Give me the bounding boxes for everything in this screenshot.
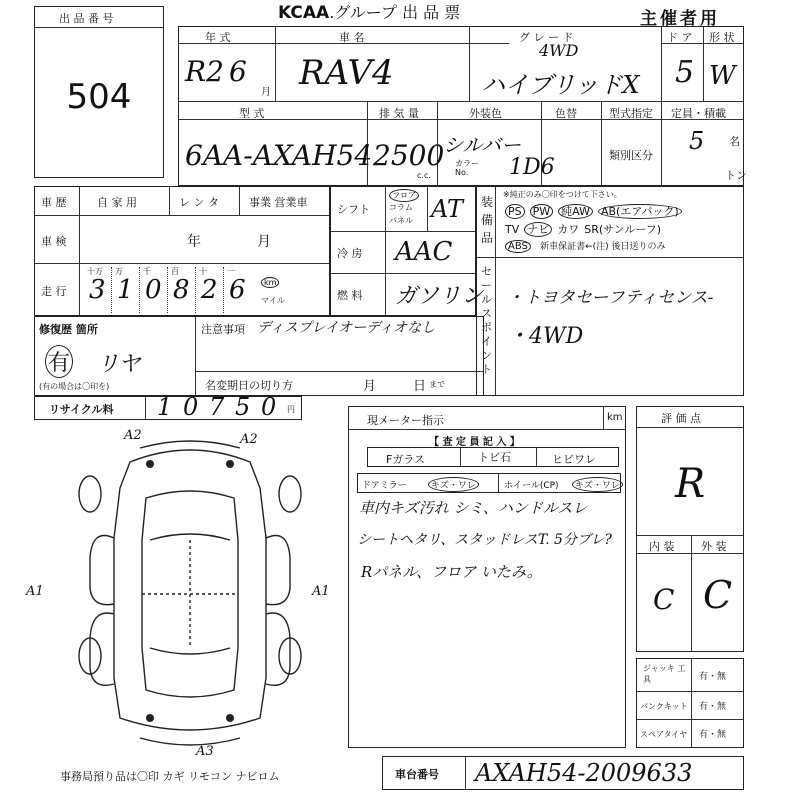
doors: 5 xyxy=(675,55,695,90)
damage-row-2 xyxy=(357,473,621,493)
history-business[interactable]: 事業 営業車 xyxy=(249,196,308,209)
mileage-digit-separator xyxy=(223,267,224,313)
jack-label: ジャッキ 工 具 xyxy=(643,664,686,684)
tools-table xyxy=(636,658,744,748)
recycle-label: リサイクル料 xyxy=(49,403,114,416)
equip-label: 装備品 xyxy=(481,195,494,245)
mileage-digit: 1 xyxy=(117,275,134,305)
rating-score: R xyxy=(675,461,706,507)
puncture-kit-option[interactable]: 有・無 xyxy=(699,702,727,712)
chassis-label: 車台番号 xyxy=(395,768,439,781)
recycle-digit: 0 xyxy=(261,393,277,421)
inspector-comment-1: 車内キズ汚れ シミ、ハンドルスレ xyxy=(359,499,588,517)
recycle-unit: 円 xyxy=(287,405,295,414)
mileage-digit-separator xyxy=(195,267,196,313)
history-private[interactable]: 自 家 用 xyxy=(97,196,137,209)
name-change-day: 日 xyxy=(413,379,427,394)
displacement: 2500 xyxy=(373,139,445,172)
equip-option[interactable]: TV xyxy=(505,223,520,236)
chassis-number: AXAH54-2009633 xyxy=(475,759,693,787)
mileage-digit: 3 xyxy=(89,275,106,305)
equipment-table xyxy=(330,186,484,316)
equip-abs[interactable]: ABS xyxy=(505,240,531,253)
car-damage-diagram xyxy=(70,428,310,764)
vehicle-info-table xyxy=(178,26,747,186)
office-note: 事務局預り品は〇印 カギ リモコン ナビロム xyxy=(60,770,280,783)
damage-mark-rear: A3 xyxy=(196,744,214,759)
load-unit: トン xyxy=(725,169,747,182)
color-label: 外装色 xyxy=(469,107,502,120)
chassis-number-box xyxy=(382,756,744,790)
equip-option[interactable]: PS xyxy=(505,204,525,219)
inspector-label: 【 査 定 員 記 入 】 xyxy=(429,437,520,448)
ac-label: 冷 房 xyxy=(337,247,363,260)
name-change-month: 月 xyxy=(363,379,377,394)
repair-label: 修復歴 箇所 xyxy=(39,323,98,336)
car-name: RAV4 xyxy=(299,53,394,93)
mileage-digit-label: 百 xyxy=(171,267,179,276)
equip-row-2 xyxy=(505,221,666,237)
displacement-unit: c.c. xyxy=(417,171,431,180)
recycle-digit: 5 xyxy=(235,393,251,421)
equip-warranty: 新車保証書←(注) 後日送りのみ xyxy=(540,242,666,252)
grade-label: グ レ ー ド xyxy=(519,31,574,44)
spare-tire-label: スペアタイヤ xyxy=(640,730,688,739)
puncture-kit-label: パンクキット xyxy=(640,702,688,711)
mileage-digit-label: 万 xyxy=(115,267,123,276)
organizer-label: 主催者用 xyxy=(640,9,720,29)
damage-mirror-scratch[interactable]: キズ・ワレ xyxy=(428,477,479,492)
equip-row-1 xyxy=(505,203,687,219)
grade-drive: 4WD xyxy=(539,41,579,60)
recycle-digit: 0 xyxy=(183,393,199,421)
repair-value: 有 xyxy=(45,345,73,378)
sales-point-label: セールスポイント xyxy=(481,265,492,376)
mileage-digit-separator xyxy=(111,267,112,313)
equip-option[interactable]: PW xyxy=(530,204,554,219)
damage-wheel: ホイール(CP) xyxy=(504,481,559,491)
mileage-digit-label: 十 xyxy=(199,267,207,276)
capacity: 5 xyxy=(689,127,705,155)
damage-mark-right-side: A1 xyxy=(312,584,330,599)
meter-label: 現メーター指示 xyxy=(367,414,444,427)
model-label: 型 式 xyxy=(239,107,265,120)
type-designation-label: 型式指定 xyxy=(609,107,653,120)
year-label: 年 式 xyxy=(205,31,231,44)
inspector-comment-2: シートヘタリ、スタッドレスT. 5分ブレ? xyxy=(357,532,612,548)
sales-point-2: ・4WD xyxy=(507,324,584,349)
year-month: 6 xyxy=(229,55,247,88)
caution-label: 注意事項 xyxy=(201,323,245,336)
caution-text: ディスプレイオーディオなし xyxy=(257,320,436,336)
equip-option[interactable]: ナビ xyxy=(524,222,552,237)
inspection-month: 月 xyxy=(257,234,271,250)
interior-grade: C xyxy=(653,583,675,616)
jack-option[interactable]: 有・無 xyxy=(699,672,727,682)
history-table xyxy=(34,186,330,316)
meter-unit: km xyxy=(607,412,623,423)
mileage-digit-label: 十万 xyxy=(87,267,103,276)
mileage-digit-label: 千 xyxy=(143,267,151,276)
doors-label: ド ア xyxy=(667,31,693,44)
mileage-digit: 8 xyxy=(173,275,190,305)
recycle-fee-box xyxy=(34,393,302,421)
rating-label: 評 価 点 xyxy=(661,412,701,425)
repair-note: (有の場合は〇印を) xyxy=(39,382,110,391)
mileage-digit-separator xyxy=(167,267,168,313)
shift-option[interactable]: コラム xyxy=(389,203,413,212)
model: 6AA-AXAH54 xyxy=(185,139,373,172)
color: シルバー xyxy=(443,133,522,157)
form-title xyxy=(278,0,460,23)
damage-mark-front-left: A2 xyxy=(124,428,142,443)
year-month-unit: 月 xyxy=(261,87,271,98)
color-change-label: 色替 xyxy=(555,107,577,120)
capacity-unit: 名 xyxy=(729,135,740,148)
equip-option[interactable]: AB(エアバック) xyxy=(598,204,682,219)
ac: AAC xyxy=(395,237,453,267)
equip-row-3 xyxy=(505,239,666,252)
damage-stone-text: 石 xyxy=(500,451,511,464)
spare-tire-option[interactable]: 有・無 xyxy=(699,730,727,740)
damage-row-1 xyxy=(367,447,619,467)
form-title-text: .グループ 出 品 票 xyxy=(329,3,461,22)
damage-door-mirror: ドアミラー xyxy=(362,481,407,491)
damage-mark-left-side: A1 xyxy=(26,584,44,599)
mileage-digit-separator xyxy=(139,267,140,313)
fuel: ガソリン xyxy=(395,284,484,309)
lot-number-box xyxy=(34,6,164,178)
rating-table xyxy=(636,406,744,652)
recycle-digit: 7 xyxy=(209,393,225,421)
shape: W xyxy=(709,61,736,91)
mileage-label: 走 行 xyxy=(41,285,67,298)
shift: AT xyxy=(431,195,464,223)
damage-chip-text: トビ xyxy=(478,451,500,464)
year-era: R2 xyxy=(185,55,224,88)
lot-number-label: 出 品 番 号 xyxy=(59,12,114,25)
recycle-digit: 1 xyxy=(157,393,173,421)
exterior-label: 外 装 xyxy=(701,540,727,553)
mileage-digit: 2 xyxy=(201,275,218,305)
mileage-digit-label: 一 xyxy=(227,267,235,276)
shift-label: シフト xyxy=(337,203,370,216)
category-label: 類別区分 xyxy=(609,149,653,162)
meter-inspector-table xyxy=(348,406,626,748)
equip-option[interactable]: 純AW xyxy=(558,204,593,219)
exterior-grade: C xyxy=(703,573,733,617)
shift-option[interactable]: パネル xyxy=(389,216,413,225)
repair-caution-table xyxy=(34,316,484,396)
grade: ハイブリッドX xyxy=(481,71,640,99)
damage-mark-front-right: A2 xyxy=(240,432,258,447)
repair-detail: リヤ xyxy=(97,352,141,377)
interior-label: 内 装 xyxy=(649,540,675,553)
damage-chip[interactable] xyxy=(478,449,511,465)
equip-option[interactable]: SR(サンルーフ) xyxy=(584,223,662,236)
lot-number: 504 xyxy=(66,77,132,117)
fuel-label: 燃 料 xyxy=(337,289,363,302)
history-label: 車 歴 xyxy=(41,196,67,209)
damage-crack[interactable]: ヒビワレ xyxy=(552,453,596,466)
damage-fglass: Fガラス xyxy=(386,453,425,466)
history-rental[interactable]: レ ン タ xyxy=(179,196,219,209)
mileage-digit: 0 xyxy=(145,275,162,305)
name-change-suffix: まで xyxy=(429,380,445,389)
mileage-digit: 6 xyxy=(229,275,246,305)
shape-label: 形 状 xyxy=(709,31,735,44)
options-table xyxy=(476,186,744,396)
shift-option[interactable]: フロア xyxy=(389,189,419,202)
color-code-label: カラー No. xyxy=(455,159,479,177)
equip-note: ※純正のみ〇印をつけて下さい。 xyxy=(503,190,622,199)
inspection-year: 年 xyxy=(187,234,201,250)
unit-mile: マイル xyxy=(261,296,285,305)
inspection-label: 車 検 xyxy=(41,235,67,248)
unit-km: km xyxy=(261,277,279,288)
damage-wheel-scratch[interactable]: キズ・ワレ xyxy=(572,477,623,492)
inspector-comment-3: Rパネル、フロア いたみ。 xyxy=(361,563,542,581)
color-code: 1D6 xyxy=(509,155,555,180)
sales-point-1: ・トヨタセーフティセンス- xyxy=(507,288,714,308)
car-name-label: 車 名 xyxy=(339,31,365,44)
equip-option[interactable]: カワ xyxy=(557,223,580,236)
displacement-label: 排 気 量 xyxy=(379,107,419,120)
capacity-label: 定員・積載 xyxy=(671,107,726,120)
brand-logo: KCAA xyxy=(278,3,330,23)
name-change-label: 名変期日の切り方 xyxy=(205,379,293,392)
